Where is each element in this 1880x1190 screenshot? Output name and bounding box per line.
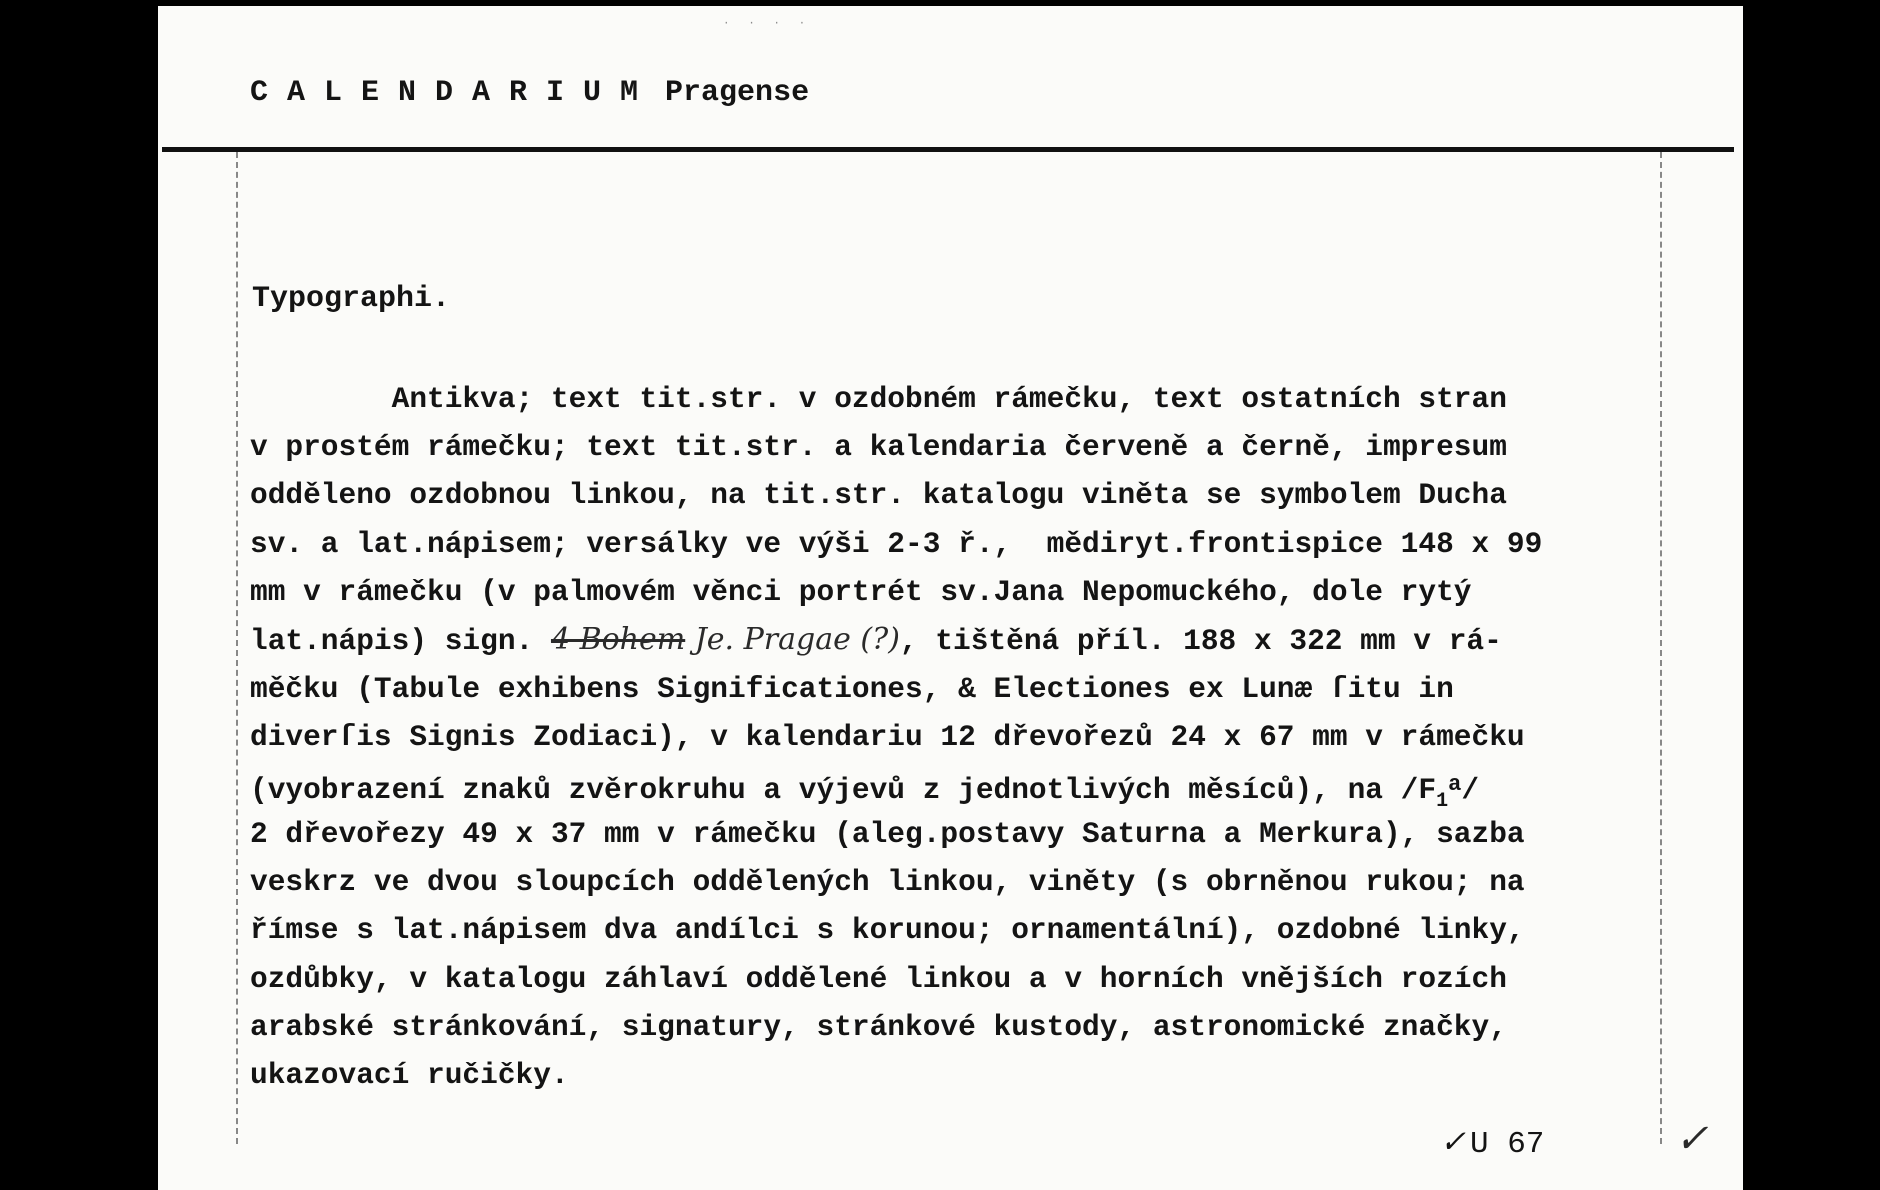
body-line-1: Antikva; text tit.str. v ozdobném rámečku, text ostatních stran bbox=[250, 382, 1507, 416]
body-line-14: arabské stránkování, signatury, stránkové kustody, astronomické značky, bbox=[250, 1010, 1507, 1044]
body-line-10: 2 dřevořezy 49 x 37 mm v rámečku (aleg.postavy Saturna a Merkura), sazba bbox=[250, 817, 1525, 851]
struck-word: 4 Bohem bbox=[550, 622, 686, 657]
handwritten-text: Je. Pragae (?) bbox=[694, 622, 900, 657]
right-margin-line bbox=[1660, 152, 1662, 1144]
body-line-9-end: / bbox=[1461, 773, 1480, 807]
subscript-one: 1 bbox=[1436, 790, 1449, 813]
body-line-5: mm v rámečku (v palmovém věnci portrét sv.Jana Nepomuckého, dole rytý bbox=[250, 575, 1472, 609]
body-line-4: sv. a lat.nápisem; versálky ve výši 2-3 ř., mědiryt.frontispice 148 x 99 bbox=[250, 527, 1543, 561]
body-line-11: veskrz ve dvou sloupcích oddělených linkou, viněty (s obrněnou rukou; na bbox=[250, 865, 1525, 899]
body-line-6 bbox=[250, 616, 1502, 666]
header-divider bbox=[162, 147, 1734, 152]
body-line-15: ukazovací ručičky. bbox=[250, 1058, 569, 1092]
body-line-2: v prostém rámečku; text tit.str. a kalendaria červeně a černě, impresum bbox=[250, 430, 1507, 464]
catalog-card bbox=[158, 6, 1743, 1190]
left-margin-line bbox=[236, 152, 238, 1144]
scan-noise: · · · · bbox=[723, 18, 812, 30]
handwritten-insert bbox=[551, 622, 900, 657]
body-line-6-end: , tištěná příl. 188 x 322 mm v rá- bbox=[899, 624, 1502, 658]
body-line-13: ozdůbky, v katalogu záhlaví oddělené linkou a v horních vnějších rozích bbox=[250, 962, 1507, 996]
header-subtitle: Pragense bbox=[665, 76, 810, 110]
body-line-9-start: (vyobrazení znaků zvěrokruhu a výjevů z jednotlivých měsíců), na /F bbox=[250, 773, 1437, 807]
check-mark-icon: ✓ bbox=[1675, 1116, 1709, 1162]
check-tick-icon: ✓ bbox=[1440, 1124, 1466, 1160]
header-title: CALENDARIUM bbox=[250, 76, 658, 110]
shelfmark bbox=[1440, 1124, 1544, 1162]
body-line-3: odděleno ozdobnou linkou, na tit.str. katalogu viněta se symbolem Ducha bbox=[250, 478, 1507, 512]
body-line-7: měčku (Tabule exhibens Significationes, & Electiones ex Lunæ ſitu in bbox=[250, 672, 1454, 706]
body-line-12: římse s lat.nápisem dva andílci s korunou; ornamentální), ozdobné linky, bbox=[250, 913, 1525, 947]
card-header bbox=[250, 76, 809, 110]
superscript-a: a bbox=[1448, 772, 1462, 797]
shelfmark-text: U 67 bbox=[1469, 1127, 1545, 1162]
section-heading: Typographi. bbox=[252, 282, 451, 316]
body-line-8: diverſis Signis Zodiaci), v kalendariu 12 dřevořezů 24 x 67 mm v rámečku bbox=[250, 720, 1525, 754]
body-line-6-start: lat.nápis) sign. bbox=[250, 624, 534, 658]
